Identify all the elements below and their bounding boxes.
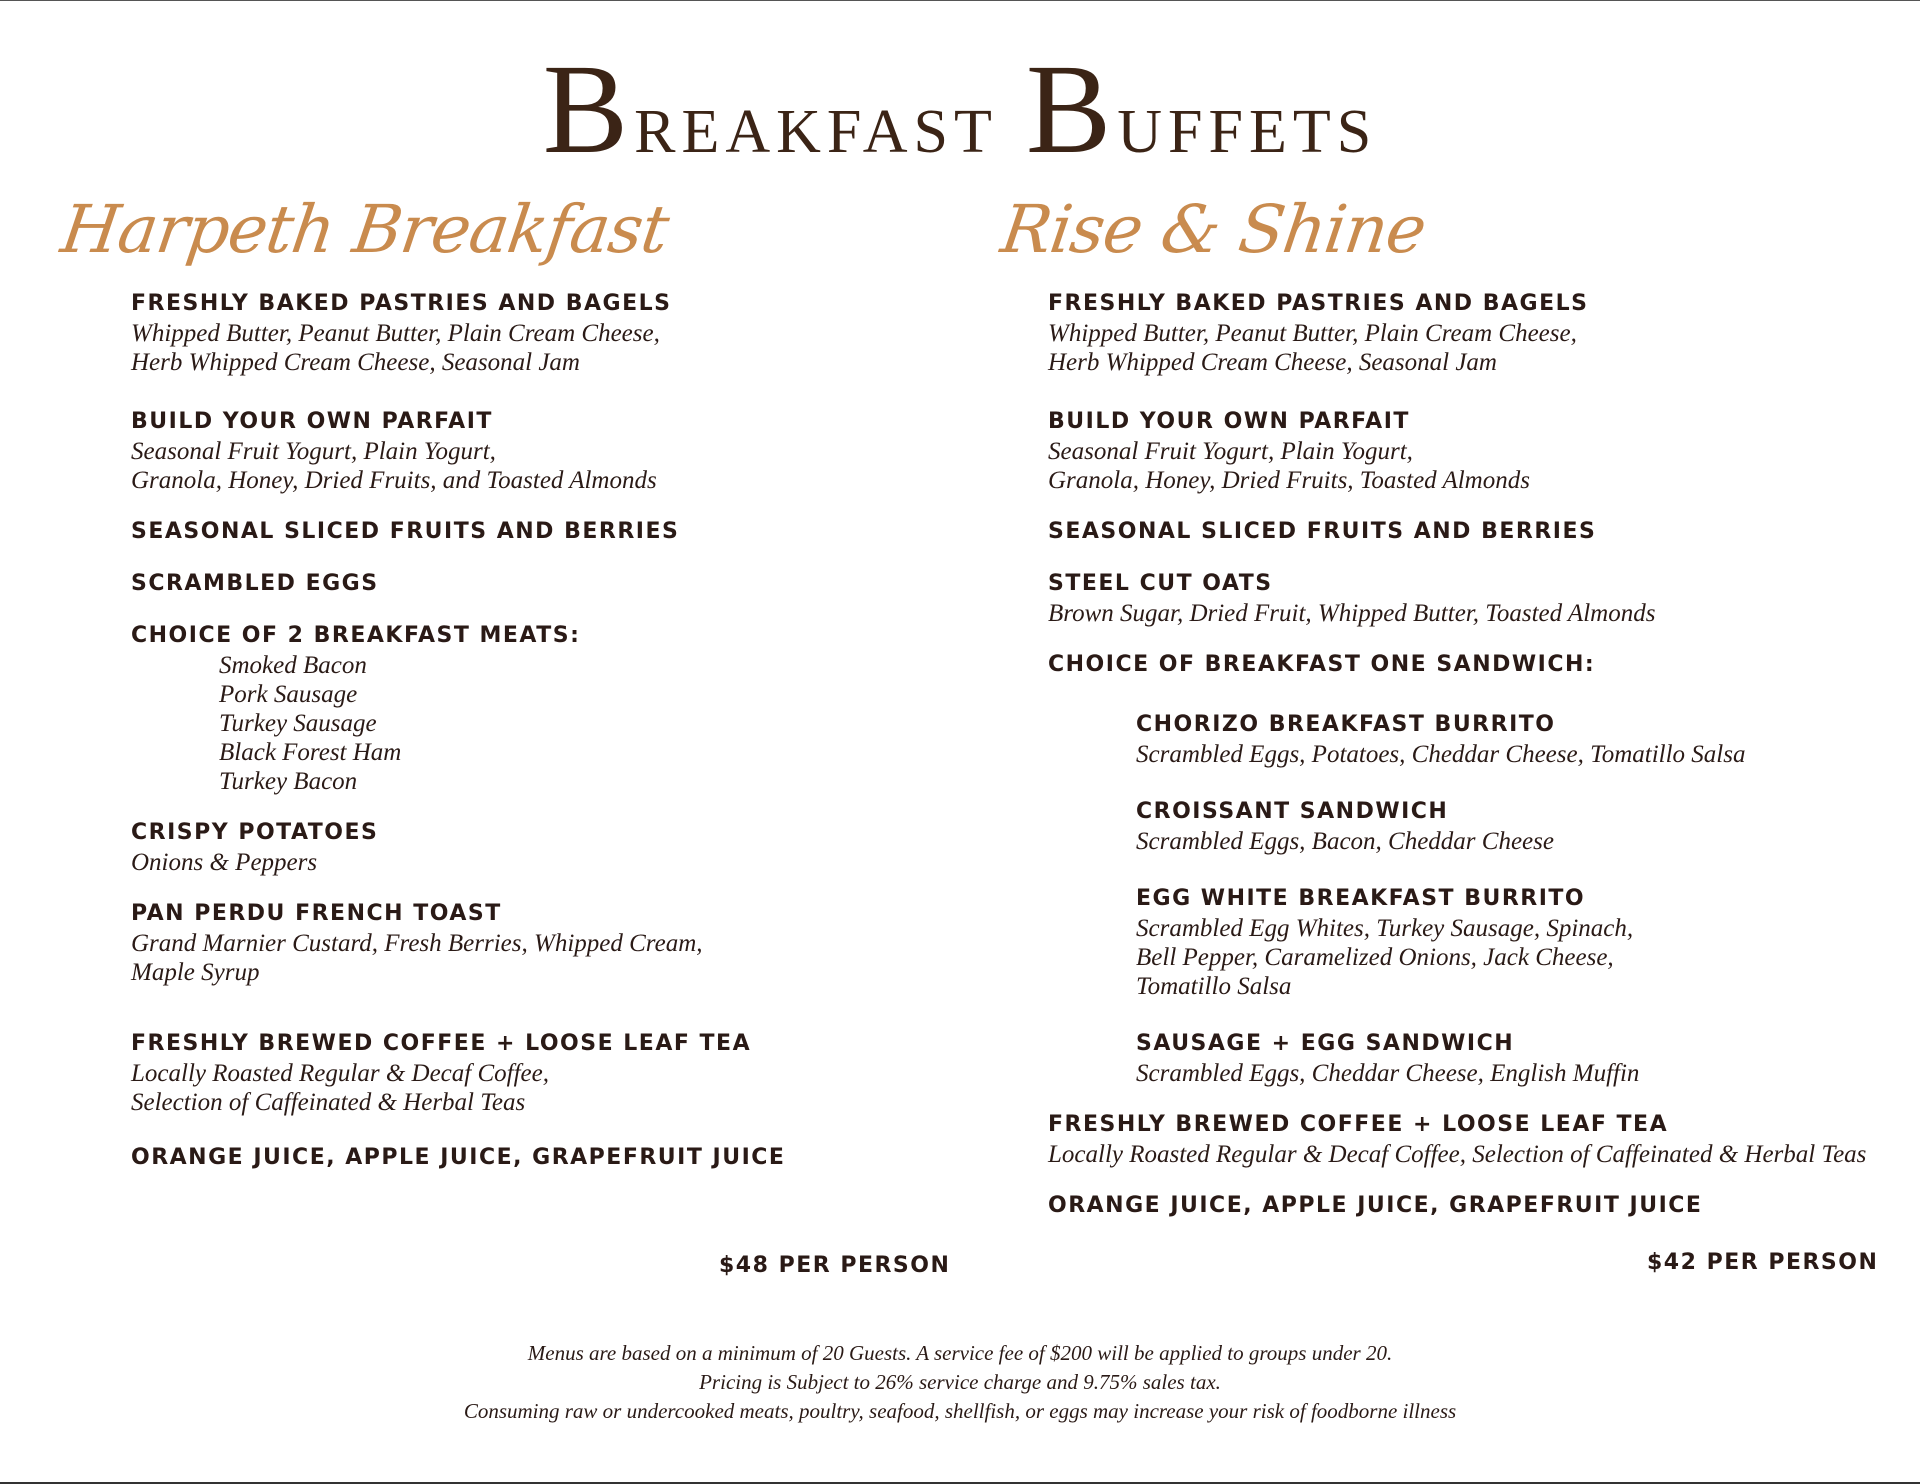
menu-item [131, 818, 891, 877]
item-option: Black Forest Ham [219, 739, 402, 766]
item-heading: SCRAMBLED EGGS [131, 571, 379, 596]
menu-item [1048, 569, 1888, 628]
item-description: Selection of Caffeinated & Herbal Teas [131, 1089, 526, 1116]
item-heading: BUILD YOUR OWN PARFAIT [1048, 409, 1410, 434]
footer-line: Menus are based on a minimum of 20 Guests. A service fee of $200 will be applied to groups under 20. [527, 1341, 1393, 1365]
menu-item [131, 517, 891, 547]
price-rise-shine: $42 PER PERSON [1647, 1250, 1879, 1275]
menu-name-rise-shine: Rise & Shine [996, 191, 1431, 268]
menu-column-right [1048, 289, 1888, 1243]
item-option: Turkey Bacon [219, 768, 358, 795]
title-initial: B [542, 38, 635, 180]
item-description: Whipped Butter, Peanut Butter, Plain Cream Cheese, [131, 320, 660, 347]
item-description: Grand Marnier Custard, Fresh Berries, Whipped Cream, [131, 930, 703, 957]
menu-item [131, 1029, 891, 1117]
item-option: Turkey Sausage [219, 710, 377, 737]
item-description: Scrambled Eggs, Bacon, Cheddar Cheese [1136, 828, 1554, 855]
menu-item [131, 289, 891, 377]
menu-item [1048, 650, 1888, 680]
footer-line: Pricing is Subject to 26% service charge and 9.75% sales tax. [699, 1370, 1221, 1394]
item-description: Seasonal Fruit Yogurt, Plain Yogurt, [131, 438, 496, 465]
title-word: uffets [1117, 75, 1378, 172]
item-heading: BUILD YOUR OWN PARFAIT [131, 409, 493, 434]
item-description: Scrambled Egg Whites, Turkey Sausage, Spinach, [1136, 915, 1634, 942]
item-heading: SEASONAL SLICED FRUITS AND BERRIES [1048, 519, 1597, 544]
menu-column-left [131, 289, 891, 1195]
menu-item [1136, 710, 1888, 769]
menu-item [1048, 289, 1888, 377]
menu-item [1136, 1029, 1888, 1088]
item-description: Whipped Butter, Peanut Butter, Plain Cream Cheese, [1048, 320, 1577, 347]
menu-item [1136, 797, 1888, 856]
price-harpeth: $48 PER PERSON [719, 1253, 951, 1278]
item-heading: ORANGE JUICE, APPLE JUICE, GRAPEFRUIT JUICE [1048, 1193, 1703, 1218]
menu-item [1048, 1110, 1888, 1169]
menu-item [131, 899, 891, 987]
item-description: Granola, Honey, Dried Fruits, Toasted Almonds [1048, 467, 1530, 494]
item-description: Herb Whipped Cream Cheese, Seasonal Jam [131, 349, 580, 376]
item-option: Pork Sausage [219, 681, 358, 708]
item-heading: EGG WHITE BREAKFAST BURRITO [1136, 886, 1586, 911]
menu-item [131, 1143, 891, 1173]
footer-line: Consuming raw or undercooked meats, poultry, seafood, shellfish, or eggs may increase your risk of foodborne illness [463, 1399, 1457, 1423]
item-heading: ORANGE JUICE, APPLE JUICE, GRAPEFRUIT JUICE [131, 1145, 786, 1170]
item-heading: SAUSAGE + EGG SANDWICH [1136, 1031, 1515, 1056]
item-description: Scrambled Eggs, Potatoes, Cheddar Cheese, Tomatillo Salsa [1136, 741, 1746, 768]
page-title [0, 33, 1920, 187]
menu-item [131, 621, 891, 796]
item-description: Brown Sugar, Dried Fruit, Whipped Butter, Toasted Almonds [1048, 600, 1656, 627]
item-heading: CRISPY POTATOES [131, 820, 379, 845]
title-word: reakfast [634, 75, 998, 172]
footer-notes [0, 1339, 1920, 1426]
menu-item [131, 569, 891, 599]
menu-item [1136, 884, 1888, 1001]
menu-item [1048, 1191, 1888, 1221]
item-description: Herb Whipped Cream Cheese, Seasonal Jam [1048, 349, 1497, 376]
item-description: Bell Pepper, Caramelized Onions, Jack Cheese, [1136, 944, 1614, 971]
menu-item [1048, 407, 1888, 495]
item-description: Granola, Honey, Dried Fruits, and Toasted Almonds [131, 467, 657, 494]
item-heading: CROISSANT SANDWICH [1136, 799, 1449, 824]
item-heading: FRESHLY BAKED PASTRIES AND BAGELS [1048, 291, 1589, 316]
item-heading: STEEL CUT OATS [1048, 571, 1273, 596]
item-description: Maple Syrup [131, 959, 260, 986]
menu-name-harpeth: Harpeth Breakfast [56, 191, 673, 268]
item-description: Tomatillo Salsa [1136, 973, 1292, 1000]
menu-item [131, 407, 891, 495]
title-initial: B [1025, 38, 1118, 180]
item-description: Locally Roasted Regular & Decaf Coffee, [131, 1060, 549, 1087]
item-description: Onions & Peppers [131, 849, 318, 876]
item-heading: FRESHLY BREWED COFFEE + LOOSE LEAF TEA [1048, 1112, 1669, 1137]
item-description: Locally Roasted Regular & Decaf Coffee, Selection of Caffeinated & Herbal Teas [1048, 1141, 1867, 1168]
item-heading: PAN PERDU FRENCH TOAST [131, 901, 502, 926]
item-heading: CHOICE OF BREAKFAST ONE SANDWICH: [1048, 652, 1596, 677]
item-heading: FRESHLY BAKED PASTRIES AND BAGELS [131, 291, 672, 316]
item-description: Seasonal Fruit Yogurt, Plain Yogurt, [1048, 438, 1413, 465]
item-heading: FRESHLY BREWED COFFEE + LOOSE LEAF TEA [131, 1031, 752, 1056]
menu-item [1048, 517, 1888, 547]
item-heading: SEASONAL SLICED FRUITS AND BERRIES [131, 519, 680, 544]
item-heading: CHORIZO BREAKFAST BURRITO [1136, 712, 1556, 737]
item-heading: CHOICE OF 2 BREAKFAST MEATS: [131, 623, 581, 648]
item-option: Smoked Bacon [219, 652, 367, 679]
item-description: Scrambled Eggs, Cheddar Cheese, English Muffin [1136, 1060, 1640, 1087]
